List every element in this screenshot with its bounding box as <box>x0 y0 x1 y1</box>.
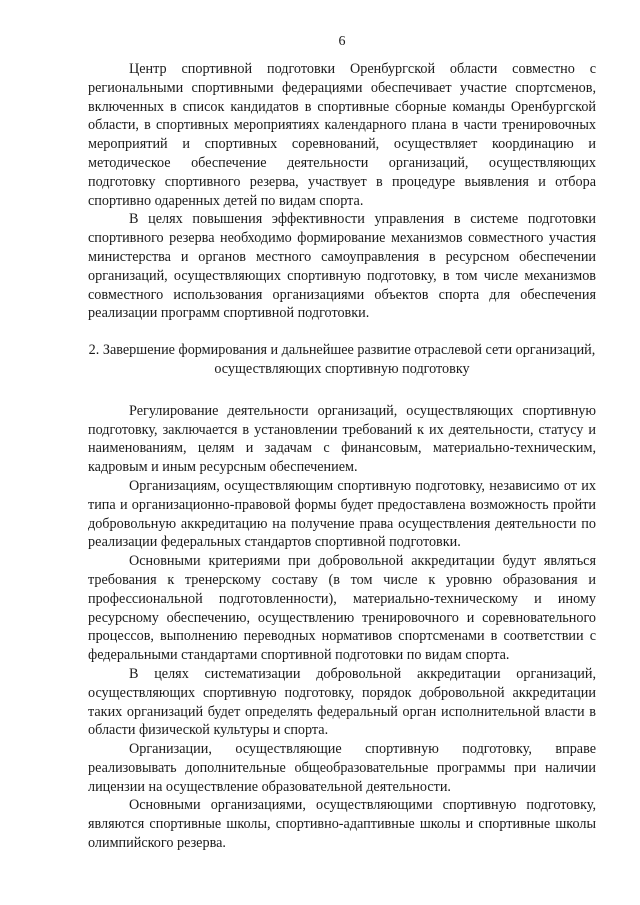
paragraph: Центр спортивной подготовки Оренбургской области совместно с региональными спортивными федерациями обеспечивает участие спортсменов, включенных в список кандидатов в спортивные сборные команды Оренбургской области, в спортивных мероприятиях календарного плана в части тренировочных мероприятий и спортивных соревнований, осуществляет координацию и методическое обеспечение деятельности организаций, осуществляющих подготовку спортивного резерва, участвует в процедуре выявления и отбора спортивно одаренных детей по видам спорта. <box>88 61 596 209</box>
paragraph: Основными критериями при добровольной аккредитации будут являться требования к тренерскому составу (в том числе к уровню образования и профессиональной подготовленности), материально-техническому и иному ресурсному обеспечению, осуществлению тренировочного и соревновательного процессов, выполнению переводных нормативов спортсменами в соответствии с федеральными стандартами спортивной подготовки по видам спорта. <box>88 553 596 664</box>
section-heading: 2. Завершение формирования и дальнейшее развитие отраслевой сети организаций, осуществляющих спортивную подготовку <box>88 342 596 377</box>
paragraph: В целях систематизации добровольной аккредитации организаций, осуществляющих спортивную подготовку, порядок добровольной аккредитации таких организаций будет определять федеральный орган исполнительной власти в области физической культуры и спорта. <box>88 665 596 739</box>
paragraph: Регулирование деятельности организаций, осуществляющих спортивную подготовку, заключается в установлении требований к их деятельности, статусу и наименованиям, целям и задачам с финансовым, материально-техническим, кадровым и иным ресурсным обеспечением. <box>88 402 596 476</box>
page-number: 6 <box>338 34 346 49</box>
paragraph: Организации, осуществляющие спортивную подготовку, вправе реализовывать дополнительные общеобразовательные программы при наличии лицензии на осуществление образовательной деятельности. <box>88 741 596 795</box>
paragraph: В целях повышения эффективности управления в системе подготовки спортивного резерва необходимо формирование механизмов совместного участия министерства и органов местного самоуправления в ресурсном обеспечении организаций, осуществляющих спортивную подготовку, в том числе механизмов совместного использования организациями объектов спорта для обеспечения реализации программ спортивной подготовки. <box>88 211 596 322</box>
paragraph: Основными организациями, осуществляющими спортивную подготовку, являются спортивные школы, спортивно-адаптивные школы и спортивные школы олимпийского резерва. <box>88 797 596 852</box>
paragraph: Организациям, осуществляющим спортивную подготовку, независимо от их типа и организационно-правовой формы будет предоставлена возможность пройти добровольную аккредитацию на получение права осуществления деятельности по реализации федеральных стандартов спортивной подготовки. <box>88 477 596 551</box>
